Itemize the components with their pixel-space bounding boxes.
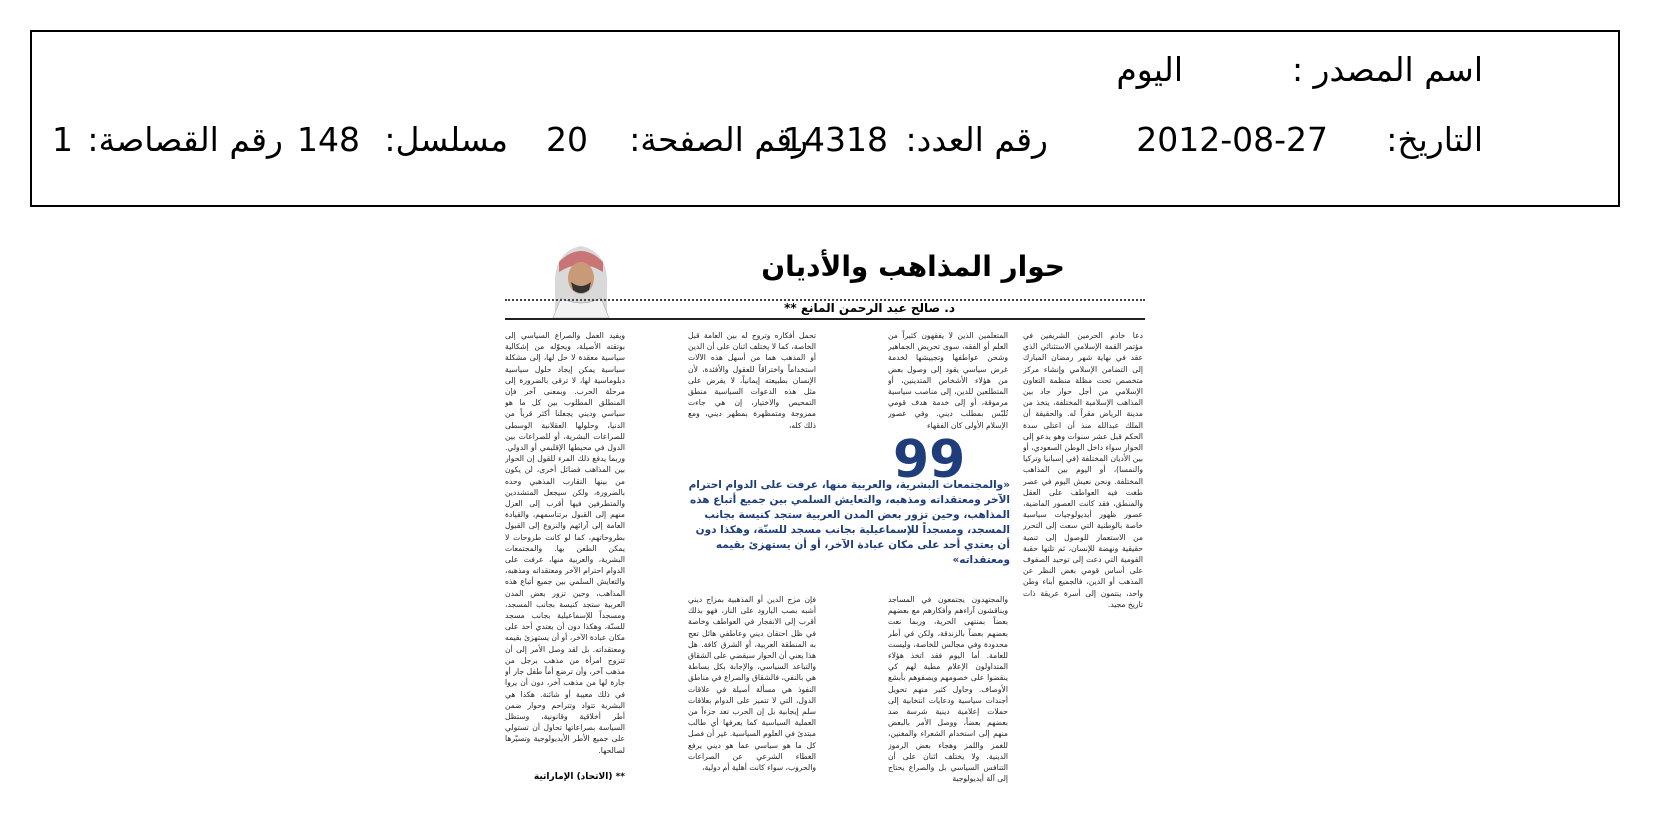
page-label: رقم الصفحة: xyxy=(629,120,808,159)
quote-mark-icon: 99 xyxy=(893,430,966,490)
issue-label: رقم العدد: xyxy=(905,120,1048,159)
article-column-2-lower: والمجتهدون يجتمعون في المساجد ويناقشون آراءهم وأفكارهم مع بعضهم بعضاً بمنتهى الحرية، وربما نعت بعضهم بعضاً بالزندقة، ولكن في أطر محدودة وفي مجالس للخاصة، وليست للعامة. أما اليوم فقد اتخذ هؤلاء المتداولون الإعلام مطية لهم كي ينقضوا على خصومهم ويصفوهم بأبشع الأوصاف. وحاول كثير منهم تحويل أجندات سياسية ودعايات انتخابية إلى حملات إعلامية دينية شرسة ضد بعضهم بعضاً، ووصل الأمر بالبعض منهم إلى استخدام الشعراء والمغنين، للغمز واللمز وهجاء بعض الرموز الدينية. ولا يختلف اثنان على أن التنافس السياسي بل والصراع يحتاج إلى آلة أيديولوجية xyxy=(888,595,1008,784)
metadata-box xyxy=(30,30,1620,207)
date-value: 2012-08-27 xyxy=(1136,120,1328,159)
pull-quote: «والمجتمعات البشرية، والعربية منها، عرفت على الدوام احترام الآخر ومعتقداته ومذهبه، والتعايش السلمي بين جميع أتباع هذه المذاهب، وحين تزور بعض المدن العربية ستجد كنيسة بجانب المسجد، ومسجداً للإسماعيلية بجانب مسجد للسنّة، وهكذا دون أن يعتدي أحد على مكان عبادة الآخر، أو أن يستهزئ بقيمه ومعتقداته» xyxy=(688,479,1010,566)
article-column-4: ويفيد العمل والصراع السياسي إلى بوتقته الأصيلة، ويحوّله من إشكالية سياسية معقدة لا حل لها، إلى مشكلة سياسية يمكن إيجاد حلول سياسية دبلوماسية لها، لا ترقى بالضرورة إلى مرحلة الحرب. وبمعنى آخر فإن المنطلق المطلوب بين كل ما هو سياسي وديني يجعلنا أكثر قرباً من الدنيا، وحلولها العقلانية الوسطى للصراعات البشرية، أو للصراعات بين الدول في محيطها الإقليمي أو الدولي. وربما يدفع ذلك المرء للقول إن الحوار بين المذاهب فضائل أخرى، لن يكون من بينها التقارب المذهبي وحده بالضرورة، ولكن سيجعل المتشددين والمتطرفين فيها أقرب إلى العزل منهم إلى القبول برتناسمهم، والقيادة العامة إلى آرائهم والنزوع إلى القبول بطروحاتهم، كما لو كانت طروحات لا يمكن الطعن بها. والمجتمعات البشرية، والعربية منها، عرفت على الدوام احترام الآخر ومعتقداته ومذهبه، والتعايش السلمي بين جميع أتباع هذه المذاهب، وحين تزور بعض المدن العربية ستجد كنيسة بجانب المسجد، ومسجداً للإسماعيلية بجانب مسجد للسنّة، وهكذا دون أن يعتدي أحد على مكان عبادة الآخر، أو أن يستهزئ بقيمه ومعتقداته. بل لقد وصل الأمر إلى أن تتزوج امرأة من مذهب برجل من مذهب آخر، وأن ترضع أماً طفل جار أو جارة لها من مذهب آخر، دون أن يروا في ذلك معيبة أو شائنة. هكذا هي البشرية تتواد وتتراحم وحوار ضمن أطر أخلاقية وقانونية، وستظل السياسة بصراعاتها تحاول أن تستولي على جميع الأطر الأيديولوجية وتسيّرها لصالحها. xyxy=(505,331,625,755)
issue-value: 14318 xyxy=(783,120,888,159)
article-column-1: دعا خادم الحرمين الشريفين في مؤتمر القمة الإسلامي الاستثنائي الذي عقد في نهاية شهر رمضان المبارك إلى التضامن الإسلامي وإنشاء مركز متخصص تحت مظلة منظمة التعاون الإسلامي من أجل حوار جاد بين المذاهب الإسلامية المختلفة، يتخذ من مدينة الرياض مقراً له. والحقيقة أن الملك عبدالله منذ أن اعتلى سدة الحكم قبل عشر سنوات وهو يدعو إلى الحوار سواء داخل الوطن السعودي، أو بين الأديان المختلفة (في إسبانيا وتركيا والنمسا)، أو اليوم بين المذاهب المختلفة. ونحن نعيش اليوم في عصر طغت فيه العواطف على العقل والمنطق، فقد كانت العصور الماضية، عصور ظهور أيديولوجيات سياسية خاصة بالوطنية التي سعت إلى التحرر من الاستعمار للوصول إلى تنمية حقيقية ونهضة للإنسان، ثم تلتها حقبة القومية التي دعت إلى توحيد الصفوف على أساس قومي بغض النظر عن المذهب أو الدين، فالجميع أبناء وطن واحد، ينتمون إلى أسرة عريقة ذات تاريخ مجيد. xyxy=(1023,331,1143,609)
author-photo xyxy=(545,232,617,318)
byline-rule xyxy=(505,318,1145,320)
article-column-3-lower: فإن مزج الدين أو المذهبية بمزاج ديني أشبه بصب البارود على النار، فهو بذلك أقرب إلى الانفجار في العواطف وخاصة في ظل احتقان ديني وعاطفي هائل تعج به المنطقة العربية، أو الشرق كافة. هل هذا يعني أن الحوار سيقضي على الشقاق والتباعد السياسي، والإجابة بكل بساطة هي بالنفي، فالشقاق والصراع في مناطق النفوذ هي مسألة أصيلة في علاقات الدول، التي لا تتميز على الدوام بعلاقات سلم إيجابية بل إن الحرب تعد جزءاً من العملية السياسية كما يعرفها أي طالب مبتدئ في العلوم السياسية. غير أن فصل كل ما هو سياسي عما هو ديني يرفع الغطاء الشرعي عن الصراعات والحروب، سواء كانت أهلية أم دولية، xyxy=(688,595,816,773)
serial-value: 148 xyxy=(297,120,360,159)
serial-label: مسلسل: xyxy=(384,120,508,159)
source-value: اليوم xyxy=(1116,50,1183,89)
source-label: اسم المصدر : xyxy=(1291,50,1483,89)
clip-label: رقم القصاصة: xyxy=(87,120,283,159)
article-column-3: تحمل أفكاره وتروج له بين العامة قبل الخاصة، كما لا يختلف اثنان على أن الدين أو المذهب هما من أسهل هذه الآلات استخداماً واختراقاً للعقول والأفئدة، لأن الإنسان بطبيعته إيمانياً، لا يفرض على مثل هذه الدعوات السياسية منطق التمحيص والاختيار، إن هي جاءت ممزوجة ومتمظهرة بمظهر ديني، ومع ذلك كله، xyxy=(688,331,816,430)
clip-value: 1 xyxy=(52,120,73,159)
date-label: التاريخ: xyxy=(1386,120,1483,159)
source-footnote: ** (الاتحاد) الإماراتية xyxy=(533,772,625,782)
author-byline: د. صالح عبد الرحمن المانع ** xyxy=(784,301,955,315)
newspaper-clipping xyxy=(505,232,1145,822)
page-value: 20 xyxy=(546,120,588,159)
article-column-2: المتعلمين الذين لا يفقهون كثيراً من العلم أو الفقه، سوى تحريض الجماهير وشحن عواطفها وتجييشها لخدمة غرض سياسي يقود إلى وصول بعض من هؤلاء الأشخاص المتدينين، أو المتطلعين للدين، إلى مناصب سياسية مرموقة، أو إلى خدمة هدف قومي تُلبّس بمطلب ديني. وفي عصور الإسلام الأولى كان الفقهاء xyxy=(888,331,1008,430)
article-title: حوار المذاهب والأديان xyxy=(761,250,1065,283)
